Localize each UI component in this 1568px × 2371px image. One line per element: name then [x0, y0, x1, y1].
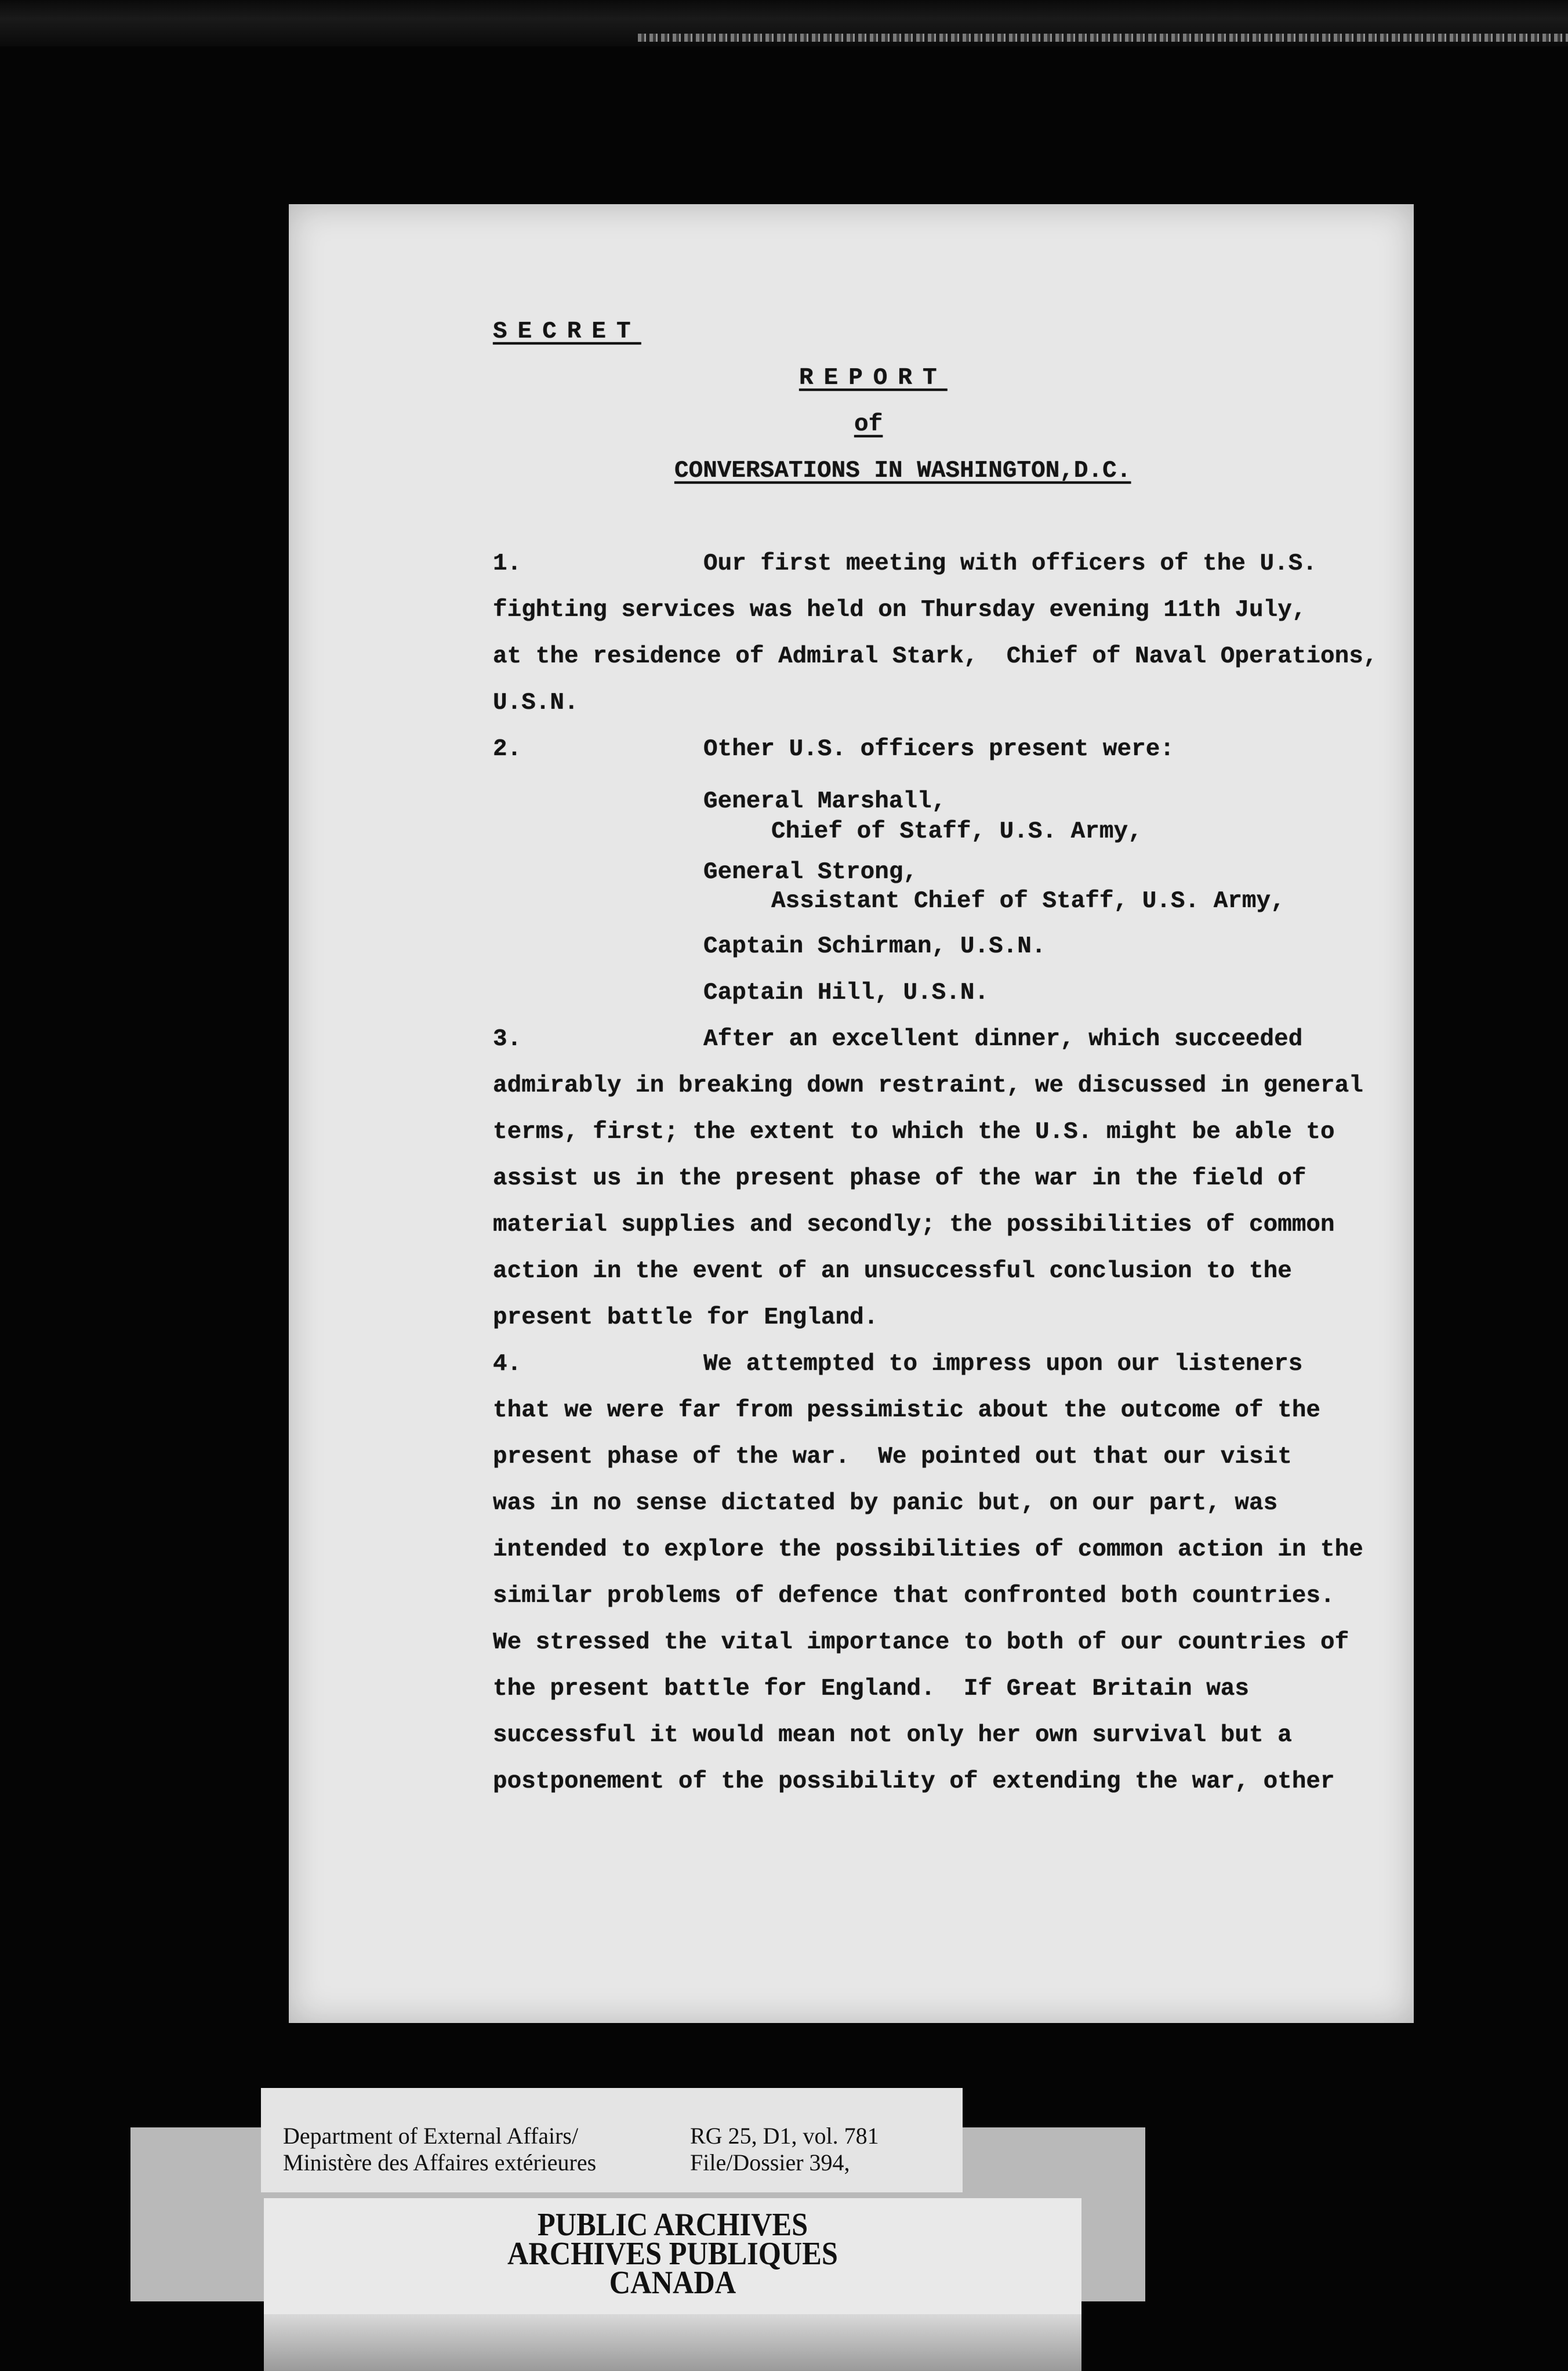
- para4-number: 4.: [493, 1351, 522, 1377]
- secret-heading: SECRET: [493, 318, 641, 345]
- officer-name: Captain Hill, U.S.N.: [703, 980, 989, 1006]
- para2-intro: Other U.S. officers present were:: [703, 736, 1174, 763]
- reference-volume: RG 25, D1, vol. 781: [690, 2123, 879, 2149]
- para3-line: action in the event of an unsuccessful conclusion to the: [493, 1258, 1292, 1285]
- para4-line: was in no sense dictated by panic but, on our part, was: [493, 1490, 1278, 1517]
- para3-line: present battle for England.: [493, 1304, 879, 1331]
- officer-name: General Marshall,: [703, 788, 946, 815]
- archives-stamp-line1: PUBLIC ARCHIVES: [537, 2207, 808, 2243]
- para4-line: the present battle for England. If Great Britain was: [493, 1676, 1250, 1702]
- officer-role: Chief of Staff, U.S. Army,: [771, 818, 1142, 845]
- para3-line: After an excellent dinner, which succeeded: [703, 1026, 1303, 1053]
- para4-line: We attempted to impress upon our listeners: [703, 1351, 1303, 1377]
- para1-line: Our first meeting with officers of the U.S.: [703, 550, 1317, 577]
- para1-line: at the residence of Admiral Stark, Chief of Naval Operations,: [493, 643, 1378, 670]
- para3-number: 3.: [493, 1026, 522, 1053]
- reference-file: File/Dossier 394,: [690, 2149, 850, 2176]
- officer-role: Assistant Chief of Staff, U.S. Army,: [771, 888, 1285, 915]
- officer-name: Captain Schirman, U.S.N.: [703, 933, 1046, 960]
- para2-number: 2.: [493, 736, 522, 763]
- archives-stamp-line2: ARCHIVES PUBLIQUES: [507, 2236, 838, 2272]
- para1-number: 1.: [493, 550, 522, 577]
- film-edge-strip: [0, 0, 1568, 46]
- dept-line-fr: Ministère des Affaires extérieures: [283, 2149, 597, 2176]
- document-page: [289, 204, 1414, 2023]
- para4-line: postponement of the possibility of extending the war, other: [493, 1768, 1335, 1795]
- para1-line: U.S.N.: [493, 690, 579, 716]
- archive-reference-label: [261, 2088, 963, 2192]
- officer-name: General Strong,: [703, 859, 918, 886]
- para4-line: similar problems of defence that confronted both countries.: [493, 1583, 1335, 1609]
- para4-line: successful it would mean not only her own survival but a: [493, 1722, 1292, 1749]
- para4-line: present phase of the war. We pointed out that our visit: [493, 1444, 1292, 1470]
- para4-line: that we were far from pessimistic about the outcome of the: [493, 1397, 1321, 1424]
- para3-line: admirably in breaking down restraint, we discussed in general: [493, 1072, 1363, 1099]
- para1-line: fighting services was held on Thursday evening 11th July,: [493, 597, 1306, 623]
- para3-line: material supplies and secondly; the possibilities of common: [493, 1212, 1335, 1238]
- para3-line: terms, first; the extent to which the U.S. might be able to: [493, 1119, 1335, 1145]
- report-title: REPORT: [799, 365, 948, 391]
- dept-line-en: Department of External Affairs/: [283, 2123, 579, 2149]
- report-title-of: of: [854, 411, 883, 438]
- para4-line: We stressed the vital importance to both of our countries of: [493, 1629, 1349, 1656]
- report-subject: CONVERSATIONS IN WASHINGTON,D.C.: [674, 458, 1131, 484]
- para3-line: assist us in the present phase of the war in the field of: [493, 1165, 1306, 1192]
- archive-frame-bottom: [264, 2314, 1081, 2371]
- archives-stamp-line3: CANADA: [609, 2265, 736, 2301]
- para4-line: intended to explore the possibilities of common action in the: [493, 1536, 1363, 1563]
